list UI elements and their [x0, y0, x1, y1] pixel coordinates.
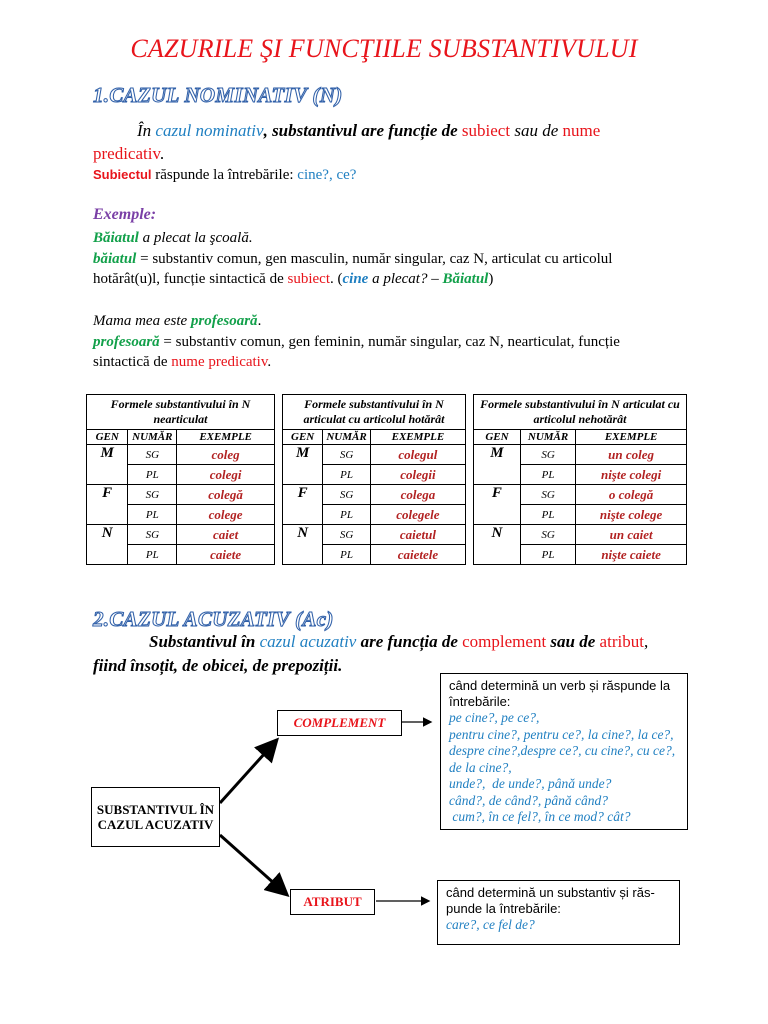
number-cell: SG [323, 445, 371, 465]
example-cell: caiete [177, 545, 275, 565]
page-title: CAZURILE ŞI FUNCŢIILE SUBSTANTIVULUI [130, 34, 638, 63]
column-header: GEN [87, 430, 128, 445]
number-cell: PL [128, 505, 177, 525]
exemple-label: Exemple: [93, 206, 157, 223]
atribut-box [290, 889, 375, 915]
number-cell: PL [520, 505, 575, 525]
example-1-analysis: băiatul = substantiv comun, gen masculin, număr singular, caz N, articulat cu articolul [93, 251, 613, 267]
example-cell: nişte colegi [576, 465, 687, 485]
question-line: pentru cine?, pentru ce?, la cine?, la ce?, despre cine?,despre ce?, cu cine?, cu ce?, de la cine?, [449, 726, 679, 775]
example-cell: o colegă [576, 485, 687, 505]
question-line: pe cine?, pe ce?, [449, 710, 540, 725]
number-cell: SG [128, 485, 177, 505]
acuzativ-intro-line2: fiind însoțit, de obicei, de prepoziții. [93, 656, 343, 675]
example-cell: colegi [177, 465, 275, 485]
gender-cell: N [474, 525, 521, 565]
table-header: Formele substantivului în N articulat cu articolul nehotărât [474, 395, 687, 430]
number-cell: PL [323, 505, 371, 525]
column-header: NUMĂR [323, 430, 371, 445]
section-heading-nominativ: 1.CAZUL NOMINATIV (N) [93, 83, 343, 107]
column-header: NUMĂR [520, 430, 575, 445]
column-header: GEN [474, 430, 521, 445]
example-cell: nişte colege [576, 505, 687, 525]
example-cell: colegă [177, 485, 275, 505]
nominativ-intro: În cazul nominativ, substantivul are funcție de subiect sau de nume [137, 121, 601, 140]
nominativ-intro-line2: predicativ. [93, 144, 165, 163]
gender-cell: M [87, 445, 128, 485]
atribut-questions: care?, ce fel de? [446, 917, 535, 932]
gender-cell: M [283, 445, 323, 485]
example-cell: colegul [370, 445, 465, 465]
complement-box [277, 710, 402, 736]
example-1-sentence: Băiatul a plecat la şcoală. [93, 230, 253, 246]
example-1-analysis-2: hotărât(u)l, funcție sintactică de subiect. (cine a plecat? – Băiatul) [93, 271, 494, 287]
number-cell: PL [128, 545, 177, 565]
table-header: Formele substantivului în N nearticulat [87, 395, 275, 430]
acuzativ-intro: Substantivul în cazul acuzativ are funcția de complement sau de atribut, [149, 632, 649, 651]
gender-cell: F [474, 485, 521, 525]
example-cell: colegii [370, 465, 465, 485]
number-cell: PL [323, 465, 371, 485]
complement-desc: când determină un verb și răspunde la întrebările: [449, 678, 671, 709]
column-header: EXEMPLE [177, 430, 275, 445]
nominativ-question-line: Subiectul răspunde la întrebările: cine?, ce? [93, 167, 357, 183]
number-cell: PL [128, 465, 177, 485]
example-2-sentence: Mama mea este profesoară. [93, 313, 262, 329]
number-cell: SG [323, 485, 371, 505]
example-cell: un coleg [576, 445, 687, 465]
diagram-source-label: SUBSTANTIVUL ÎN CAZUL ACUZATIV [96, 802, 215, 832]
complement-label: COMPLEMENT [293, 715, 386, 730]
table-header: Formele substantivului în N articulat cu articolul hotărât [283, 395, 466, 430]
column-header: EXEMPLE [370, 430, 465, 445]
example-2-analysis: profesoară = substantiv comun, gen feminin, număr singular, caz N, nearticulat, funcție [93, 334, 620, 350]
number-cell: SG [520, 485, 575, 505]
example-cell: caietele [370, 545, 465, 565]
example-cell: caietul [370, 525, 465, 545]
atribut-questions-box [437, 880, 680, 945]
gender-cell: N [283, 525, 323, 565]
number-cell: PL [323, 545, 371, 565]
complement-questions [449, 710, 681, 826]
number-cell: SG [128, 525, 177, 545]
example-cell: colegele [370, 505, 465, 525]
number-cell: PL [520, 465, 575, 485]
example-cell: colega [370, 485, 465, 505]
question-line: cum?, în ce fel?, în ce mod? cât? [449, 809, 631, 824]
atribut-desc: când determină un substantiv și răs-punde la întrebările: [446, 885, 655, 916]
column-header: GEN [283, 430, 323, 445]
arrow-to-complement [220, 742, 275, 803]
complement-questions-box [440, 673, 688, 830]
arrow-to-atribut [220, 835, 285, 893]
example-2-analysis-2: sintactică de nume predicativ. [93, 354, 272, 370]
example-cell: nişte caiete [576, 545, 687, 565]
example-cell: coleg [177, 445, 275, 465]
diagram-source-box [91, 787, 220, 847]
question-line: când?, de când?, până când? [449, 792, 608, 808]
number-cell: SG [128, 445, 177, 465]
number-cell: SG [520, 445, 575, 465]
section-heading-acuzativ: 2.CAZUL ACUZATIV (Ac) [93, 607, 334, 631]
gender-cell: M [474, 445, 521, 485]
number-cell: PL [520, 545, 575, 565]
gender-cell: N [87, 525, 128, 565]
gender-cell: F [283, 485, 323, 525]
number-cell: SG [323, 525, 371, 545]
example-cell: caiet [177, 525, 275, 545]
column-header: NUMĂR [128, 430, 177, 445]
column-header: EXEMPLE [576, 430, 687, 445]
gender-cell: F [87, 485, 128, 525]
question-line: unde?, de unde?, până unde? [449, 776, 612, 791]
number-cell: SG [520, 525, 575, 545]
example-cell: un caiet [576, 525, 687, 545]
atribut-label: ATRIBUT [303, 894, 362, 909]
example-cell: colege [177, 505, 275, 525]
